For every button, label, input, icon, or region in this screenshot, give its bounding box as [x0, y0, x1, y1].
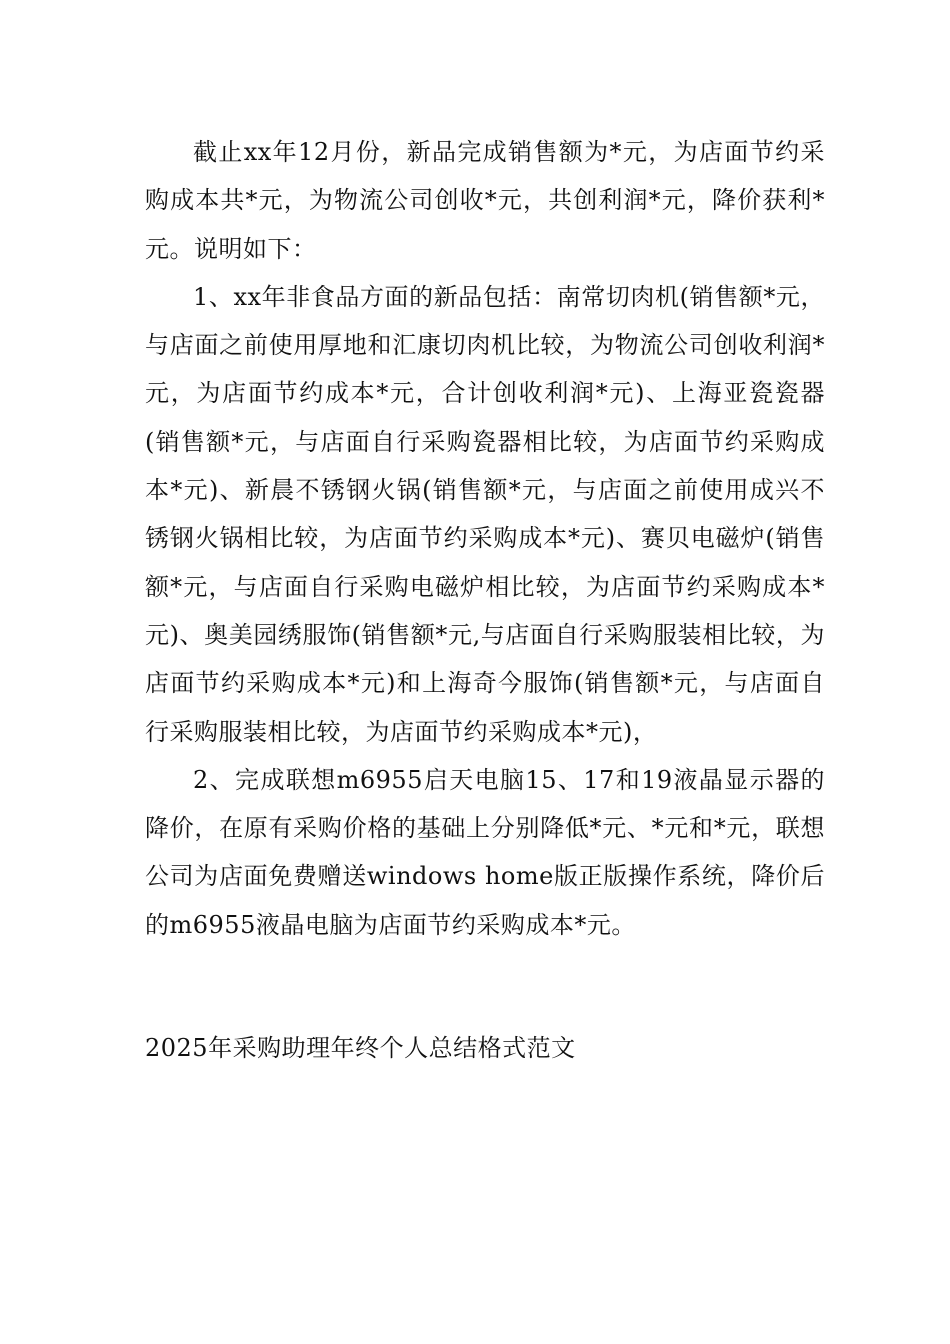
- document-body: [145, 128, 825, 949]
- paragraph-item-2: 2、完成联想m6955启天电脑15、17和19液晶显示器的降价，在原有采购价格的基础上分别降低*元、*元和*元，联想公司为店面免费赠送windows home版正版操作系统，降价后的m6955液晶电脑为店面节约采购成本*元。: [145, 765, 825, 939]
- paragraph-intro: 截止xx年12月份，新品完成销售额为*元，为店面节约采购成本共*元，为物流公司创收*元，共创利润*元，降价获利*元。说明如下：: [145, 138, 825, 263]
- paragraph-item-1: 1、xx年非食品方面的新品包括：南常切肉机(销售额*元，与店面之前使用厚地和汇康切肉机比较，为物流公司创收利润*元，为店面节约成本*元，合计创收利润*元)、上海亚瓷瓷器(销售额*元，与店面自行采购瓷器相比较，为店面节约采购成本*元)、新晨不锈钢火锅(销售额*元，与店面之前使用成兴不锈钢火锅相比较，为店面节约采购成本*元)、赛贝电磁炉(销售额*元，与店面自行采购电磁炉相比较，为店面节约采购成本*元)、奥美园绣服饰(销售额*元,与店面自行采购服装相比较，为店面节约采购成本*元)和上海奇今服饰(销售额*元，与店面自行采购服装相比较，为店面节约采购成本*元)，: [145, 282, 825, 746]
- document-title: 2025年采购助理年终个人总结格式范文: [145, 1034, 576, 1062]
